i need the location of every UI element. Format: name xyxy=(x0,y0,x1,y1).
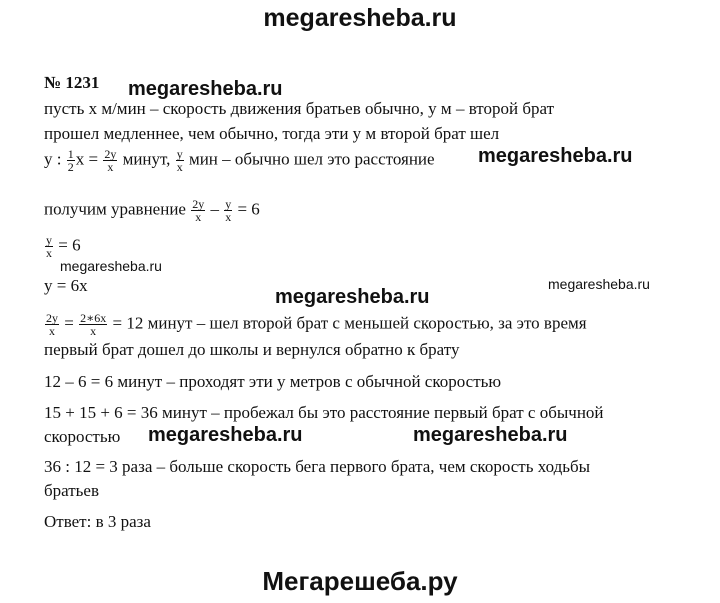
numerator: 2∗6х xyxy=(80,311,107,325)
site-footer: Мегарешеба.ру xyxy=(262,566,458,596)
fraction xyxy=(224,198,232,223)
solution-line-9: 12 – 6 = 6 минут – проходят эти у метров с обычной скоростью xyxy=(44,372,502,391)
fraction xyxy=(191,198,205,223)
solution-line-8: первый брат дошел до школы и вернулся обратно к брату xyxy=(44,340,460,359)
numerator: 2у xyxy=(192,197,205,211)
solution-line-6: у = 6х xyxy=(44,276,88,295)
watermark: megaresheba.ru xyxy=(148,424,303,446)
watermark: megaresheba.ru xyxy=(413,424,568,446)
solution-line-12: 36 : 12 = 3 раза – больше скорость бега первого брата, чем скорость ходьбы xyxy=(44,457,591,476)
text: = 6 xyxy=(58,235,81,255)
watermark: megaresheba.ru xyxy=(275,286,430,308)
denominator: х xyxy=(90,324,97,338)
numerator: 1 xyxy=(67,147,74,161)
text: – xyxy=(210,199,219,219)
numerator: 2у xyxy=(46,311,58,325)
watermark: megaresheba.ru xyxy=(548,276,650,292)
fraction xyxy=(45,312,59,337)
watermark: megaresheba.ru xyxy=(60,258,162,274)
text: мин – обычно шел это расстояние xyxy=(188,149,435,169)
denominator: х xyxy=(107,160,114,174)
solution-line-10: 15 + 15 + 6 = 36 минут – пробежал бы это расстояние первый брат с обычной xyxy=(44,403,604,422)
solution-line-5 xyxy=(44,234,81,259)
text: получим уравнение xyxy=(44,199,186,219)
fraction xyxy=(103,148,117,173)
text: = 6 xyxy=(237,199,260,219)
denominator: х xyxy=(225,210,232,224)
text: минут, xyxy=(122,149,171,169)
denominator: х xyxy=(195,210,202,224)
solution-line-13: братьев xyxy=(44,481,100,500)
solution-line-4 xyxy=(44,198,260,223)
solution-line-2: прошел медленнее, чем обычно, тогда эти у м второй брат шел xyxy=(44,124,500,143)
watermark: megaresheba.ru xyxy=(128,78,283,100)
solution-line-1: пусть х м/мин – скорость движения братьев обычно, у м – второй брат xyxy=(44,99,555,118)
text: х = xyxy=(75,149,99,169)
denominator: х xyxy=(49,324,55,338)
solution-line-11: скоростью xyxy=(44,427,121,446)
solution-line-3 xyxy=(44,148,435,173)
fraction xyxy=(45,234,53,259)
numerator: 2у xyxy=(104,147,117,161)
text: у : xyxy=(44,149,62,169)
denominator: х xyxy=(46,246,52,260)
answer-line: Ответ: в 3 раза xyxy=(44,512,151,531)
fraction xyxy=(79,312,107,337)
text: = xyxy=(64,313,74,333)
fraction xyxy=(176,148,184,173)
fraction xyxy=(67,148,75,173)
numerator: у xyxy=(176,147,183,161)
text: = 12 минут – шел второй брат с меньшей скоростью, за это время xyxy=(112,313,587,333)
denominator: 2 xyxy=(67,160,74,174)
solution-line-7 xyxy=(44,312,587,337)
site-header: megaresheba.ru xyxy=(263,4,457,32)
numerator: у xyxy=(46,233,52,247)
numerator: у xyxy=(225,197,232,211)
problem-number: № 1231 xyxy=(44,73,100,92)
watermark: megaresheba.ru xyxy=(478,145,633,167)
denominator: х xyxy=(176,160,183,174)
